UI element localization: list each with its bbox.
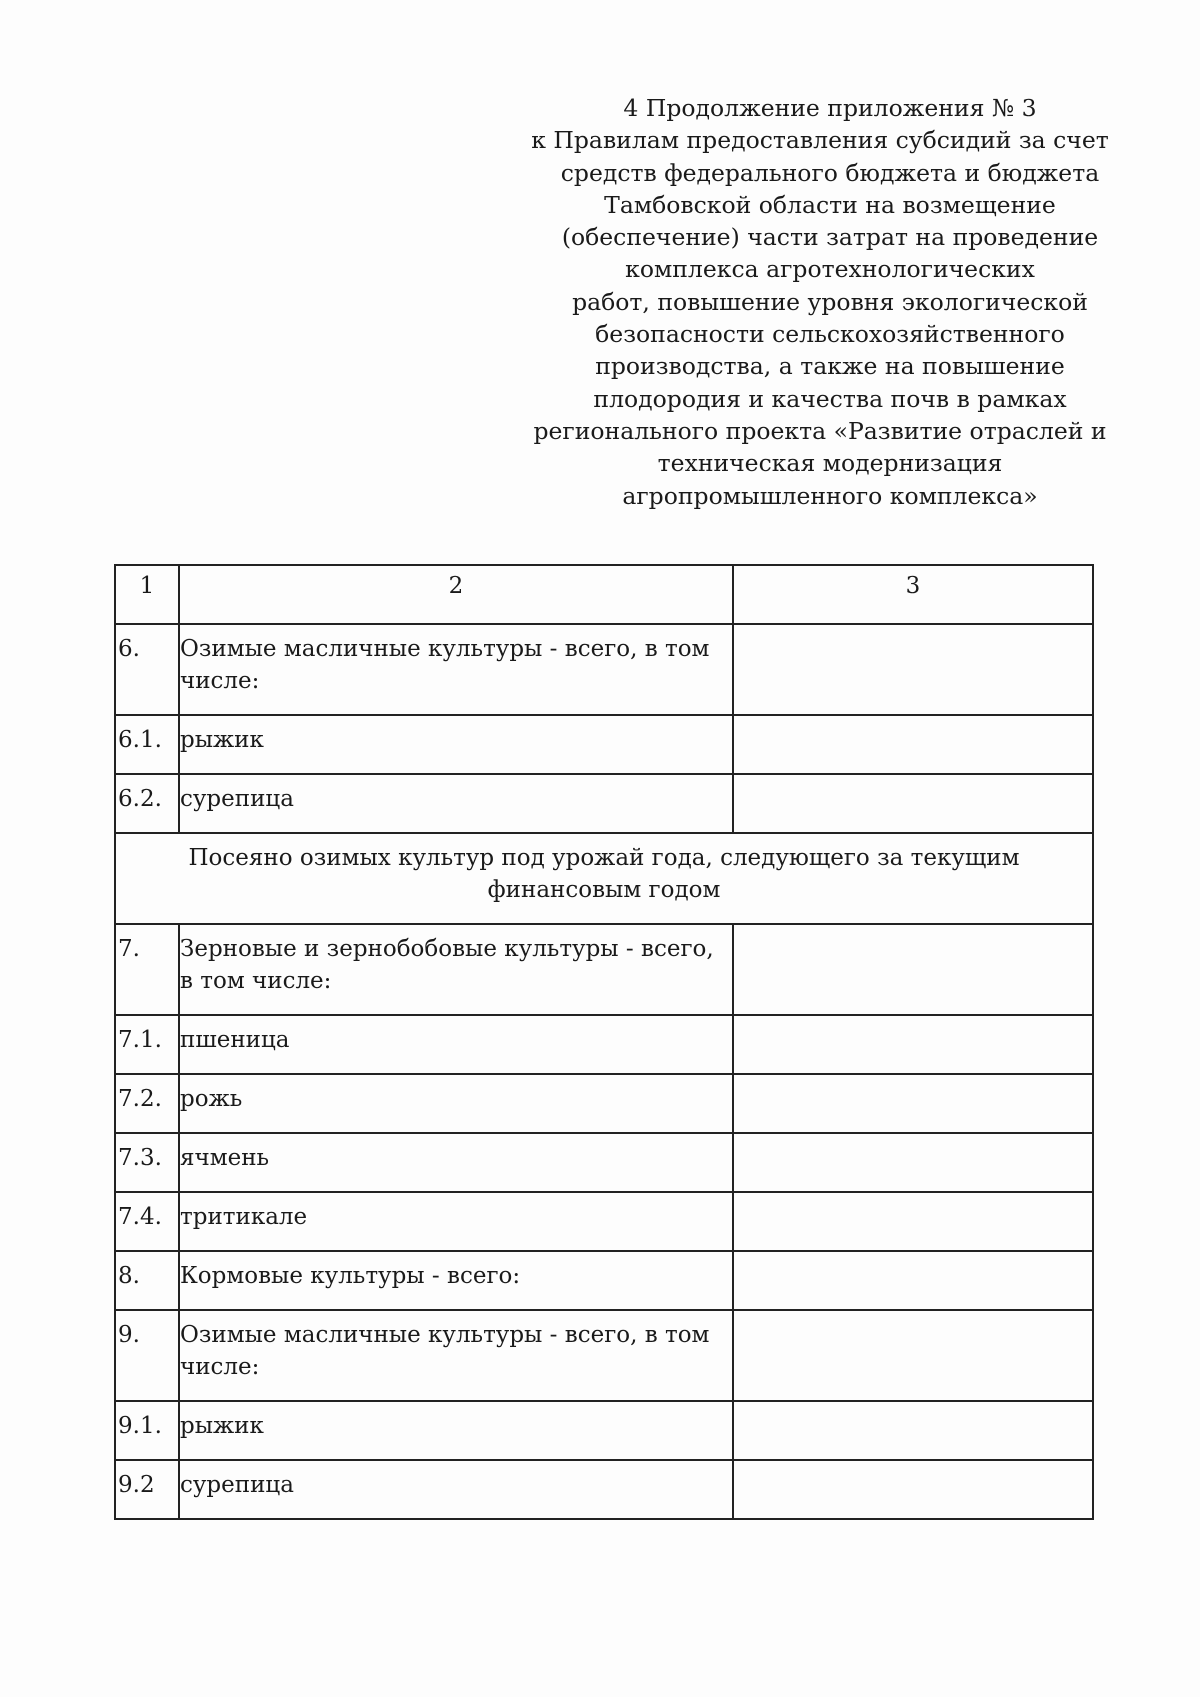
table-row bbox=[115, 1401, 1093, 1460]
header-line: комплекса агротехнологических bbox=[625, 255, 1035, 284]
row-value bbox=[733, 715, 1093, 774]
row-number: 7.4. bbox=[115, 1192, 179, 1251]
row-name: ячмень bbox=[179, 1133, 733, 1192]
header-line: 4 Продолжение приложения № 3 bbox=[623, 94, 1037, 122]
column-number-1: 1 bbox=[115, 565, 179, 624]
row-number: 9.1. bbox=[115, 1401, 179, 1460]
row-value bbox=[733, 1251, 1093, 1310]
header-line: плодородия и качества почв в рамках bbox=[593, 384, 1067, 413]
row-value bbox=[733, 1401, 1093, 1460]
header-line: безопасности сельскохозяйственного bbox=[595, 320, 1065, 349]
table-row bbox=[115, 1192, 1093, 1251]
header-line: агропромышленного комплекса» bbox=[622, 481, 1038, 510]
row-value bbox=[733, 1074, 1093, 1133]
crops-table bbox=[114, 564, 1094, 1520]
row-number: 9. bbox=[115, 1310, 179, 1401]
header-line: производства, а также на повышение bbox=[595, 352, 1065, 381]
row-name: тритикале bbox=[179, 1192, 733, 1251]
row-name: Зерновые и зернобобовые культуры - всего, в том числе: bbox=[179, 924, 733, 1015]
table-row bbox=[115, 715, 1093, 774]
header-line: работ, повышение уровня экологической bbox=[572, 287, 1088, 316]
header-line: Тамбовской области на возмещение bbox=[604, 190, 1056, 219]
row-value bbox=[733, 924, 1093, 1015]
row-number: 9.2 bbox=[115, 1460, 179, 1519]
table-row bbox=[115, 924, 1093, 1015]
row-value bbox=[733, 624, 1093, 715]
row-name: Озимые масличные культуры - всего, в том числе: bbox=[179, 624, 733, 715]
table-row bbox=[115, 1310, 1093, 1401]
column-number-2: 2 bbox=[179, 565, 733, 624]
header-line: к Правилам предоставления субсидий за счет bbox=[531, 126, 1109, 155]
header-line: (обеспечение) части затрат на проведение bbox=[561, 223, 1099, 252]
row-name: рожь bbox=[179, 1074, 733, 1133]
row-name: рыжик bbox=[179, 1401, 733, 1460]
row-number: 6.2. bbox=[115, 774, 179, 833]
row-name: рыжик bbox=[179, 715, 733, 774]
appendix-header bbox=[520, 92, 1120, 512]
row-number: 7. bbox=[115, 924, 179, 1015]
table-row bbox=[115, 1133, 1093, 1192]
row-number: 6.1. bbox=[115, 715, 179, 774]
header-line: средств федерального бюджета и бюджета bbox=[560, 158, 1100, 187]
header-line: техническая модернизация bbox=[657, 449, 1003, 478]
section-caption-row bbox=[115, 833, 1093, 924]
row-value bbox=[733, 1310, 1093, 1401]
table-row bbox=[115, 624, 1093, 715]
row-value bbox=[733, 1192, 1093, 1251]
row-name: Кормовые культуры - всего: bbox=[179, 1251, 733, 1310]
header-line: регионального проекта «Развитие отраслей и bbox=[533, 416, 1107, 445]
table-row bbox=[115, 1074, 1093, 1133]
row-number: 8. bbox=[115, 1251, 179, 1310]
table-header-row bbox=[115, 565, 1093, 624]
row-number: 7.1. bbox=[115, 1015, 179, 1074]
section-caption: Посеяно озимых культур под урожай года, следующего за текущим финансовым годом bbox=[115, 833, 1093, 924]
table-row bbox=[115, 1460, 1093, 1519]
row-name: Озимые масличные культуры - всего, в том числе: bbox=[179, 1310, 733, 1401]
row-value bbox=[733, 1133, 1093, 1192]
row-value bbox=[733, 774, 1093, 833]
table-row bbox=[115, 1015, 1093, 1074]
row-number: 7.2. bbox=[115, 1074, 179, 1133]
row-value bbox=[733, 1460, 1093, 1519]
table-row bbox=[115, 1251, 1093, 1310]
row-number: 7.3. bbox=[115, 1133, 179, 1192]
row-value bbox=[733, 1015, 1093, 1074]
row-name: сурепица bbox=[179, 1460, 733, 1519]
row-number: 6. bbox=[115, 624, 179, 715]
row-name: пшеница bbox=[179, 1015, 733, 1074]
row-name: сурепица bbox=[179, 774, 733, 833]
table-row bbox=[115, 774, 1093, 833]
column-number-3: 3 bbox=[733, 565, 1093, 624]
